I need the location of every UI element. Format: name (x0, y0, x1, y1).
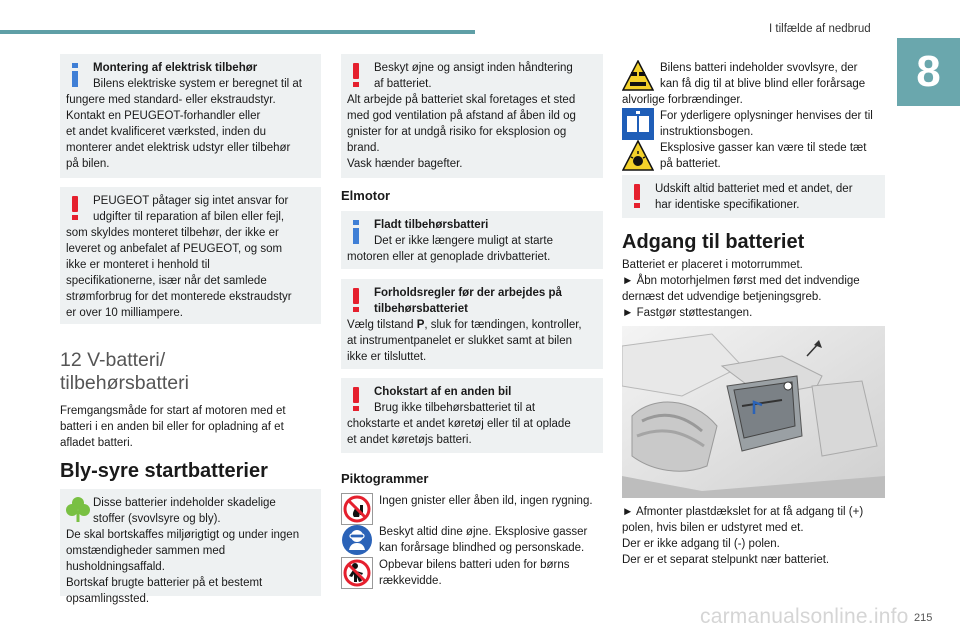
step-line: ► Åbn motorhjelmen først med det indvendige (622, 275, 860, 287)
box-line: Udskift altid batteriet med et andet, der (655, 183, 853, 195)
text-span: , sluk for tændingen, kontroller, (424, 319, 582, 331)
text-line: kan forårsage blindhed og personskade. (379, 542, 585, 554)
box-heading: Fladt tilbehørsbatteri (374, 219, 489, 231)
box-line: brand. (347, 142, 380, 154)
text-line: For yderligere oplysninger henvises der til (660, 110, 873, 122)
access-instructions (622, 257, 887, 321)
text-line: Eksplosive gasser kan være til stede tæt (660, 142, 867, 154)
step-line: ► Afmonter plastdækslet for at få adgang til (+) (622, 506, 864, 518)
box-heading: Montering af elektrisk tilbehør (93, 62, 258, 74)
box-line: PEUGEOT påtager sig intet ansvar for (93, 195, 289, 207)
section-heading-12v-line2: tilbehørsbatteri (60, 372, 189, 394)
box-line: Brug ikke tilbehørsbatteriet til at (374, 402, 536, 414)
box-line: motoren eller at genoplade drivbatteriet. (347, 251, 551, 263)
box-line: Bortskaf brugte batterier på et bestemt (66, 577, 263, 589)
text-line: rækkevidde. (379, 575, 442, 587)
info-box-flat-battery (341, 211, 603, 269)
chapter-tab: 8 (897, 38, 960, 106)
box-line: Bilens elektriske system er beregnet til at (93, 78, 303, 90)
box-line: ikke er monteret i henhold til (66, 259, 210, 271)
box-line: Beskyt øjne og ansigt inden håndtering (374, 62, 573, 74)
heading-lead-acid: Bly-syre startbatterier (60, 460, 268, 482)
after-photo-instructions (622, 504, 887, 568)
text-line: Batteriet er placeret i motorrummet. (622, 259, 803, 271)
info-icon (349, 219, 363, 245)
box-line: opsamlingssted. (66, 593, 150, 605)
pictogram-no-fire (341, 493, 616, 527)
box-line: af batteriet. (374, 78, 432, 90)
text-line: Beskyt altid dine øjne. Eksplosive gasser (379, 526, 588, 538)
warning-box-replace-battery (622, 175, 885, 218)
warning-box-jumpstart (341, 378, 603, 453)
header-accent-bar (0, 30, 475, 34)
pictogram-text (660, 140, 896, 172)
section-title: I tilfælde af nedbrud (769, 23, 871, 35)
text-line: alvorlige forbrændinger. (622, 94, 743, 106)
box-line: Det er ikke længere muligt at starte (374, 235, 553, 247)
info-box-accessory-mounting (60, 54, 321, 178)
heading-pictograms: Piktogrammer (341, 471, 429, 486)
mode-letter: P (416, 319, 425, 331)
box-line: monterer andet elektrisk udstyr eller tilbehør (66, 142, 291, 154)
box-line: omstændigheder sammen med husholdningsaffald. (66, 545, 226, 573)
box-line: chokstarte et andet køretøj eller til at oplade (347, 418, 571, 430)
warning-icon (630, 183, 644, 209)
pictogram-text (660, 108, 896, 140)
watermark: carmanualsonline.info (700, 605, 909, 628)
box-line: Vask hænder bagefter. (347, 158, 463, 170)
box-line: leveret og anbefalet af PEUGEOT, og som (66, 243, 283, 255)
box-line: er over 10 milliampere. (66, 307, 183, 319)
pictogram-corrosive (622, 60, 887, 110)
text-line: instruktionsbogen. (660, 126, 754, 138)
box-line: stoffer (svovlsyre og bly). (93, 513, 221, 525)
pictogram-text (379, 557, 615, 589)
heading-battery-access: Adgang til batteriet (622, 231, 805, 253)
text-line: Fremgangsmåde for start af motoren med et (60, 405, 286, 417)
recycle-icon (66, 496, 90, 522)
warning-icon (68, 195, 82, 221)
box-heading: Forholdsregler før der arbejdes på (374, 287, 562, 299)
text-line: afladet batteri. (60, 437, 133, 449)
warning-box-precautions (341, 279, 603, 369)
text-line: batteri i en anden bil eller for opladning af et (60, 421, 284, 433)
engine-bay-illustration (622, 326, 885, 498)
heading-elmotor: Elmotor (341, 188, 391, 203)
keep-from-children-icon (341, 557, 373, 589)
text-line: dernæst det udvendige betjeningsgreb. (622, 291, 822, 303)
text-line: kan få dig til at blive blind eller forårsage (660, 78, 866, 90)
eye-protection-icon (341, 524, 373, 556)
step-line: ► Fastgør støttestangen. (622, 307, 753, 319)
box-line: De skal bortskaffes miljørigtigt og under ingen (66, 529, 300, 541)
pictogram-eye-protection (341, 524, 616, 558)
box-line: fungere med standard- eller ekstraudstyr. (66, 94, 276, 106)
box-line: strømforbrug for det monterede ekstraudstyr (66, 291, 292, 303)
box-line: med god ventilation på afstand af åben ild og (347, 110, 576, 122)
intro-paragraph (60, 403, 322, 451)
corrosive-icon (622, 60, 654, 92)
box-line: som skyldes monteret tilbehør, der ikke er (66, 227, 279, 239)
no-fire-icon (341, 493, 373, 525)
warning-icon (349, 287, 363, 313)
box-line: specifikationerne, især når det samlede (66, 275, 267, 287)
box-line: udgifter til reparation af bilen eller fejl, (93, 211, 285, 223)
warning-icon (349, 62, 363, 88)
text-line: Der er ikke adgang til (-) polen. (622, 538, 780, 550)
box-line: et andet køretøjs batteri. (347, 434, 472, 446)
pictogram-keep-from-children (341, 557, 616, 591)
text-line: polen, hvis bilen er udstyret med et. (622, 522, 804, 534)
eco-box-disposal (60, 489, 321, 605)
page-number: 215 (914, 612, 933, 624)
box-line: Disse batterier indeholder skadelige (93, 497, 276, 509)
box-line: gnister for at undgå risiko for eksplosion og (347, 126, 567, 138)
warning-box-liability (60, 187, 321, 324)
pictogram-text (379, 493, 615, 509)
warning-box-eye-protection (341, 54, 603, 178)
box-line: ikke er tilsluttet. (347, 351, 427, 363)
text-line: Der er et separat stelpunkt nær batteriet. (622, 554, 830, 566)
box-line-rich (347, 317, 597, 333)
text-line: på batteriet. (660, 158, 721, 170)
explosive-icon (622, 140, 654, 172)
box-heading: Chokstart af en anden bil (374, 386, 512, 398)
box-line: på bilen. (66, 158, 110, 170)
box-heading: tilbehørsbatteriet (374, 303, 468, 315)
text-line: Ingen gnister eller åben ild, ingen rygning. (379, 495, 593, 507)
box-line: at instrumentpanelet er slukket samt at bilen (347, 335, 573, 347)
box-line: Kontakt en PEUGEOT-forhandler eller (66, 110, 261, 122)
pictogram-explosive (622, 140, 887, 174)
pictogram-read-manual (622, 108, 887, 142)
engine-bay-photo (622, 326, 885, 498)
text-line: Bilens batteri indeholder svovlsyre, der (660, 62, 858, 74)
box-line: har identiske specifikationer. (655, 199, 800, 211)
section-heading-12v-line1: 12 V-batteri/ (60, 349, 166, 371)
read-manual-icon (622, 108, 654, 140)
text-line: Opbevar bilens batteri uden for børns (379, 559, 570, 571)
warning-icon (349, 386, 363, 412)
box-line: et andet kvalificeret værksted, inden du (66, 126, 267, 138)
pictogram-text (379, 524, 615, 556)
text-span: Vælg tilstand (347, 319, 417, 331)
info-icon (68, 62, 82, 88)
box-line: Alt arbejde på batteriet skal foretages et sted (347, 94, 576, 106)
